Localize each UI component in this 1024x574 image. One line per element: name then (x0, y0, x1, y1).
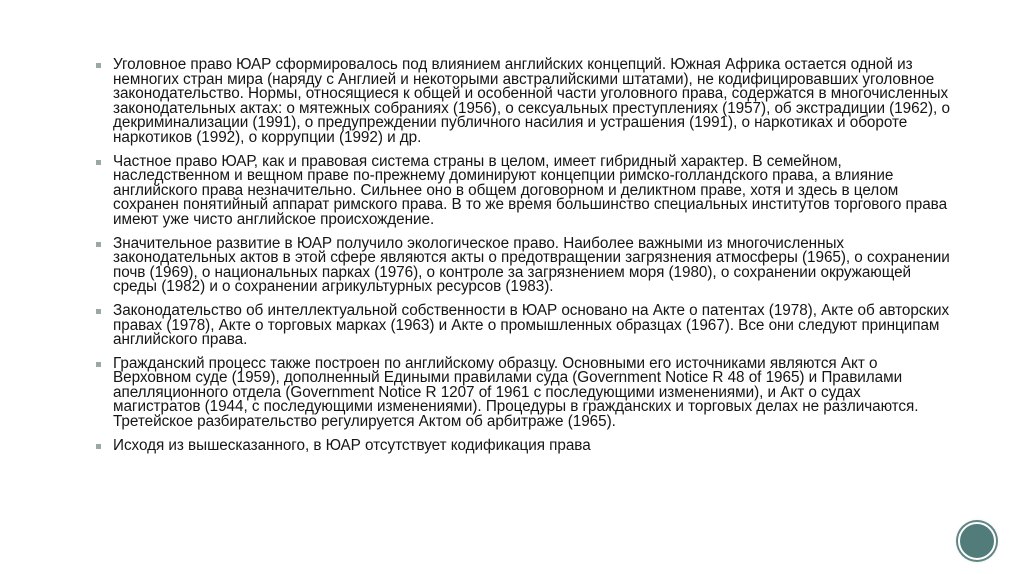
bullet-square-icon (96, 444, 101, 449)
bullet-text: Гражданский процесс также построен по английскому образцу. Основными его источниками являются Акт о Верховном суде (1959), дополненный Едиными правилами суда (Government Notice R 48 of 1965) и Правилами апелляционного отдела (Government Notice R 1207 of 1961 с последующими изменениями), и Акт о судах магистратов (1944, с последующими изменениями). Процедуры в гражданских и торговых делах не различаются. Третейское разбирательство регулируется Актом об арбитраже (1965). (113, 354, 919, 431)
bullet-item-civil-procedure (96, 354, 952, 431)
bullet-square-icon (96, 63, 101, 68)
bullet-square-icon (96, 160, 101, 165)
bullet-text: Уголовное право ЮАР сформировалось под влиянием английских концепций. Южная Африка остается одной из немногих стран мира (наряду с Англией и некоторыми австралийскими штатами), не кодифицировавших уголовное законодательство. Нормы, относящиеся к общей и особенной части уголовного права, содержатся в многочисленных законодательных актах: о мятежных собраниях (1956), о сексуальных преступлениях (1957), об экстрадиции (1962), о декриминализации (1991), о предупреждении публичного насилия и устрашения (1991), о наркотиках и обороте наркотиков (1992), о коррупции (1992) и др. (113, 56, 950, 146)
slide-content (96, 58, 952, 462)
circle-button-icon[interactable] (958, 522, 996, 560)
bullet-item-private-law (96, 152, 952, 228)
bullet-item-environmental-law (96, 234, 952, 296)
bullet-text: Частное право ЮАР, как и правовая система страны в целом, имеет гибридный характер. В семейном, наследственном и вещном праве по-прежнему доминируют концепции римско-голландского права, а влияние английского права незначительно. Сильнее оно в общем договорном и деликтном праве, хотя и здесь в целом сохранен понятийный аппарат римского права. В то же время большинство специальных институтов торгового права имеют уже чисто английское происхождение. (113, 152, 948, 228)
bullet-item-criminal-law (96, 58, 952, 146)
bullet-list (96, 58, 952, 453)
bullet-item-intellectual-property (96, 301, 952, 349)
bullet-square-icon (96, 309, 101, 314)
bullet-text: Законодательство об интеллектуальной собственности в ЮАР основано на Акте о патентах (1978), Акте об авторских правах (1978), Акте о торговых марках (1963) и Акте о промышленных образцах (1967). Все они следуют принципам английского права. (113, 301, 950, 349)
bullet-square-icon (96, 242, 101, 247)
bullet-text: Исходя из вышесказанного, в ЮАР отсутствует кодификация права (113, 436, 591, 454)
bullet-square-icon (96, 362, 101, 367)
bullet-text: Значительное развитие в ЮАР получило экологическое право. Наиболее важными из многочисленных законодательных актов в этой сфере являются акты о предотвращении загрязнения атмосферы (1965), о сохранении почв (1969), о национальных парках (1976), о контроле за загрязнением моря (1980), о сохранении окружающей среды (1982) и о сохранении агрикультурных ресурсов (1983). (113, 234, 950, 296)
bullet-item-conclusion (96, 436, 952, 454)
